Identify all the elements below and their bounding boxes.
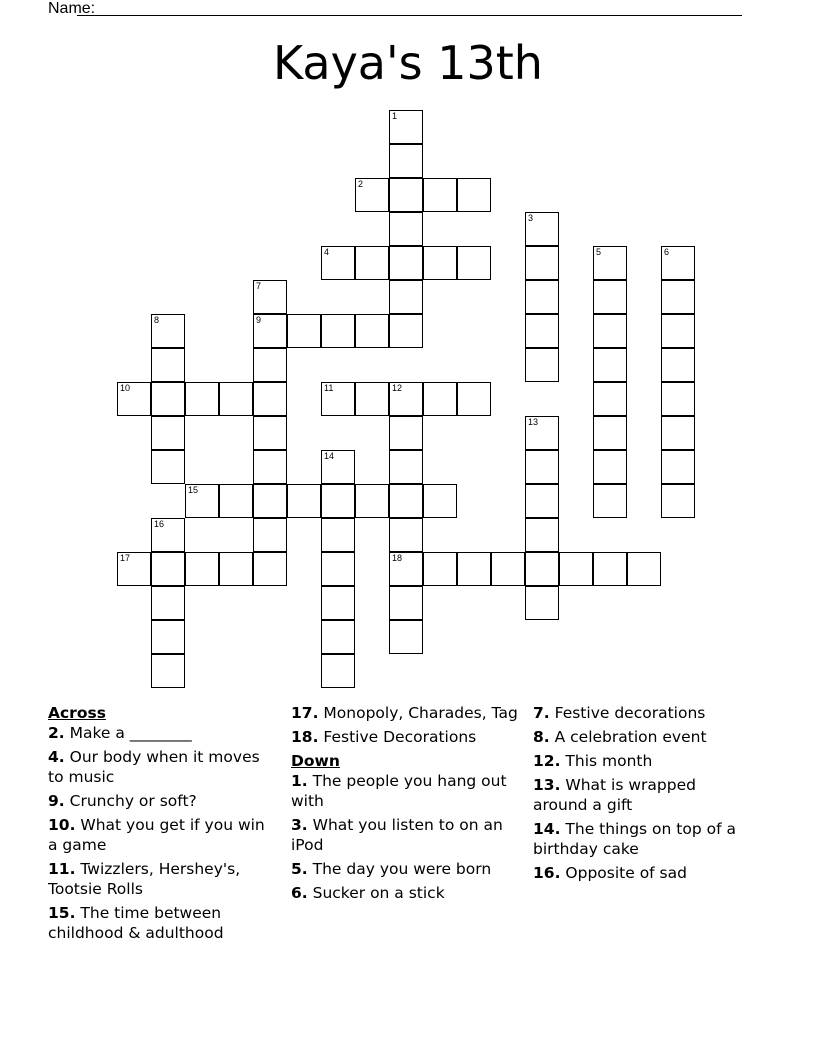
page-title: Kaya's 13th [273, 36, 543, 90]
grid-cell[interactable] [525, 280, 559, 314]
clue-across-2: 2. Make a ________ [48, 724, 192, 742]
clue-number: 17 [120, 553, 131, 563]
grid-cell[interactable] [151, 620, 185, 654]
clue-number: 5 [596, 247, 602, 257]
grid-cell[interactable] [253, 348, 287, 382]
grid-cell[interactable] [525, 246, 559, 280]
grid-cell[interactable] [525, 484, 559, 518]
clue-down-16: 16. Opposite of sad [533, 864, 687, 882]
name-field[interactable] [77, 15, 742, 16]
grid-cell[interactable] [321, 246, 355, 280]
grid-cell[interactable] [661, 280, 695, 314]
grid-cell[interactable] [525, 518, 559, 552]
grid-cell[interactable] [661, 348, 695, 382]
grid-cell[interactable] [355, 382, 389, 416]
grid-cell[interactable] [423, 178, 457, 212]
grid-cell[interactable] [287, 484, 321, 518]
grid-cell[interactable] [389, 382, 423, 416]
clue-down-3: 3. What you listen to on an iPod [291, 816, 503, 854]
clue-across-4: 4. Our body when it moves to music [48, 748, 260, 786]
clues-column-1 [48, 703, 273, 947]
grid-cell[interactable] [287, 314, 321, 348]
grid-cell[interactable] [321, 654, 355, 688]
clue-across-18: 18. Festive Decorations [291, 728, 477, 746]
grid-cell[interactable] [321, 552, 355, 586]
grid-cell[interactable] [117, 552, 151, 586]
grid-cell[interactable] [525, 450, 559, 484]
grid-cell[interactable] [593, 450, 627, 484]
grid-cell[interactable] [593, 382, 627, 416]
grid-cell[interactable] [423, 552, 457, 586]
clue-number: 14 [324, 451, 335, 461]
grid-cell[interactable] [389, 178, 423, 212]
clue-down-14: 14. The things on top of a birthday cake [533, 820, 736, 858]
clue-number: 3 [528, 213, 534, 223]
grid-cell[interactable] [219, 382, 253, 416]
clue-number: 2 [358, 179, 364, 189]
grid-cell[interactable] [253, 552, 287, 586]
grid-cell[interactable] [593, 552, 627, 586]
grid-cell[interactable] [661, 416, 695, 450]
grid-cell[interactable] [253, 280, 287, 314]
grid-cell[interactable] [151, 586, 185, 620]
grid-cell[interactable] [389, 416, 423, 450]
clues-column-3 [533, 703, 748, 887]
grid-cell[interactable] [321, 586, 355, 620]
grid-cell[interactable] [423, 484, 457, 518]
grid-cell[interactable] [389, 586, 423, 620]
clue-number: 16 [154, 519, 165, 529]
grid-cell[interactable] [185, 484, 219, 518]
grid-cell[interactable] [321, 620, 355, 654]
grid-cell[interactable] [389, 518, 423, 552]
grid-cell[interactable] [151, 382, 185, 416]
grid-cell[interactable] [321, 382, 355, 416]
grid-cell[interactable] [151, 654, 185, 688]
clue-down-1: 1. The people you hang out with [291, 772, 507, 810]
grid-cell[interactable] [661, 484, 695, 518]
grid-cell[interactable] [321, 518, 355, 552]
grid-cell[interactable] [525, 552, 559, 586]
grid-cell[interactable] [627, 552, 661, 586]
grid-cell[interactable] [457, 552, 491, 586]
grid-cell[interactable] [355, 314, 389, 348]
grid-cell[interactable] [389, 144, 423, 178]
grid-cell[interactable] [525, 586, 559, 620]
grid-cell[interactable] [525, 212, 559, 246]
grid-cell[interactable] [253, 450, 287, 484]
grid-cell[interactable] [389, 450, 423, 484]
grid-cell[interactable] [355, 178, 389, 212]
grid-cell[interactable] [661, 382, 695, 416]
name-label: Name: [48, 0, 96, 17]
clue-down-5: 5. The day you were born [291, 860, 492, 878]
grid-cell[interactable] [389, 552, 423, 586]
grid-cell[interactable] [151, 552, 185, 586]
grid-cell[interactable] [525, 348, 559, 382]
clue-number: 7 [256, 281, 262, 291]
grid-cell[interactable] [151, 314, 185, 348]
grid-cell[interactable] [559, 552, 593, 586]
grid-cell[interactable] [253, 416, 287, 450]
grid-cell[interactable] [355, 484, 389, 518]
clue-number: 6 [664, 247, 670, 257]
grid-cell[interactable] [457, 246, 491, 280]
grid-cell[interactable] [151, 450, 185, 484]
grid-cell[interactable] [389, 620, 423, 654]
clue-number: 8 [154, 315, 160, 325]
grid-cell[interactable] [151, 518, 185, 552]
grid-cell[interactable] [321, 314, 355, 348]
across-heading: Across [48, 704, 106, 722]
clue-number: 10 [120, 383, 131, 393]
grid-cell[interactable] [151, 416, 185, 450]
grid-cell[interactable] [253, 314, 287, 348]
grid-cell[interactable] [423, 382, 457, 416]
grid-cell[interactable] [253, 382, 287, 416]
grid-cell[interactable] [117, 382, 151, 416]
clue-across-17: 17. Monopoly, Charades, Tag [291, 704, 518, 722]
grid-cell[interactable] [661, 314, 695, 348]
grid-cell[interactable] [593, 246, 627, 280]
grid-cell[interactable] [253, 518, 287, 552]
grid-cell[interactable] [457, 382, 491, 416]
clue-down-12: 12. This month [533, 752, 653, 770]
grid-cell[interactable] [321, 450, 355, 484]
grid-cell[interactable] [593, 484, 627, 518]
clues-column-2 [291, 703, 519, 907]
grid-cell[interactable] [593, 314, 627, 348]
grid-cell[interactable] [661, 246, 695, 280]
clue-number: 13 [528, 417, 539, 427]
grid-cell[interactable] [389, 212, 423, 246]
clue-number: 4 [324, 247, 330, 257]
clue-down-6: 6. Sucker on a stick [291, 884, 445, 902]
clue-across-11: 11. Twizzlers, Hershey's, Tootsie Rolls [48, 860, 241, 898]
clue-number: 18 [392, 553, 403, 563]
clue-number: 1 [392, 111, 398, 121]
clue-across-9: 9. Crunchy or soft? [48, 792, 197, 810]
clue-number: 15 [188, 485, 199, 495]
grid-cell[interactable] [389, 110, 423, 144]
grid-cell[interactable] [457, 178, 491, 212]
grid-cell[interactable] [593, 348, 627, 382]
grid-cell[interactable] [593, 280, 627, 314]
grid-cell[interactable] [423, 246, 457, 280]
grid-cell[interactable] [219, 552, 253, 586]
grid-cell[interactable] [355, 246, 389, 280]
grid-cell[interactable] [389, 280, 423, 314]
grid-cell[interactable] [525, 416, 559, 450]
grid-cell[interactable] [389, 246, 423, 280]
grid-cell[interactable] [321, 484, 355, 518]
grid-cell[interactable] [593, 416, 627, 450]
grid-cell[interactable] [219, 484, 253, 518]
grid-cell[interactable] [185, 552, 219, 586]
clue-across-10: 10. What you get if you win a game [48, 816, 265, 854]
grid-cell[interactable] [491, 552, 525, 586]
clue-down-8: 8. A celebration event [533, 728, 707, 746]
clue-down-7: 7. Festive decorations [533, 704, 706, 722]
clue-across-15: 15. The time between childhood & adulthood [48, 904, 224, 942]
clue-number: 11 [324, 383, 334, 393]
clue-down-13: 13. What is wrapped around a gift [533, 776, 696, 814]
grid-cell[interactable] [389, 484, 423, 518]
grid-cell[interactable] [525, 314, 559, 348]
grid-cell[interactable] [185, 382, 219, 416]
grid-cell[interactable] [253, 484, 287, 518]
down-heading: Down [291, 752, 340, 770]
grid-cell[interactable] [661, 450, 695, 484]
grid-cell[interactable] [151, 348, 185, 382]
clue-number: 12 [392, 383, 403, 393]
clue-number: 9 [256, 315, 262, 325]
grid-cell[interactable] [389, 314, 423, 348]
